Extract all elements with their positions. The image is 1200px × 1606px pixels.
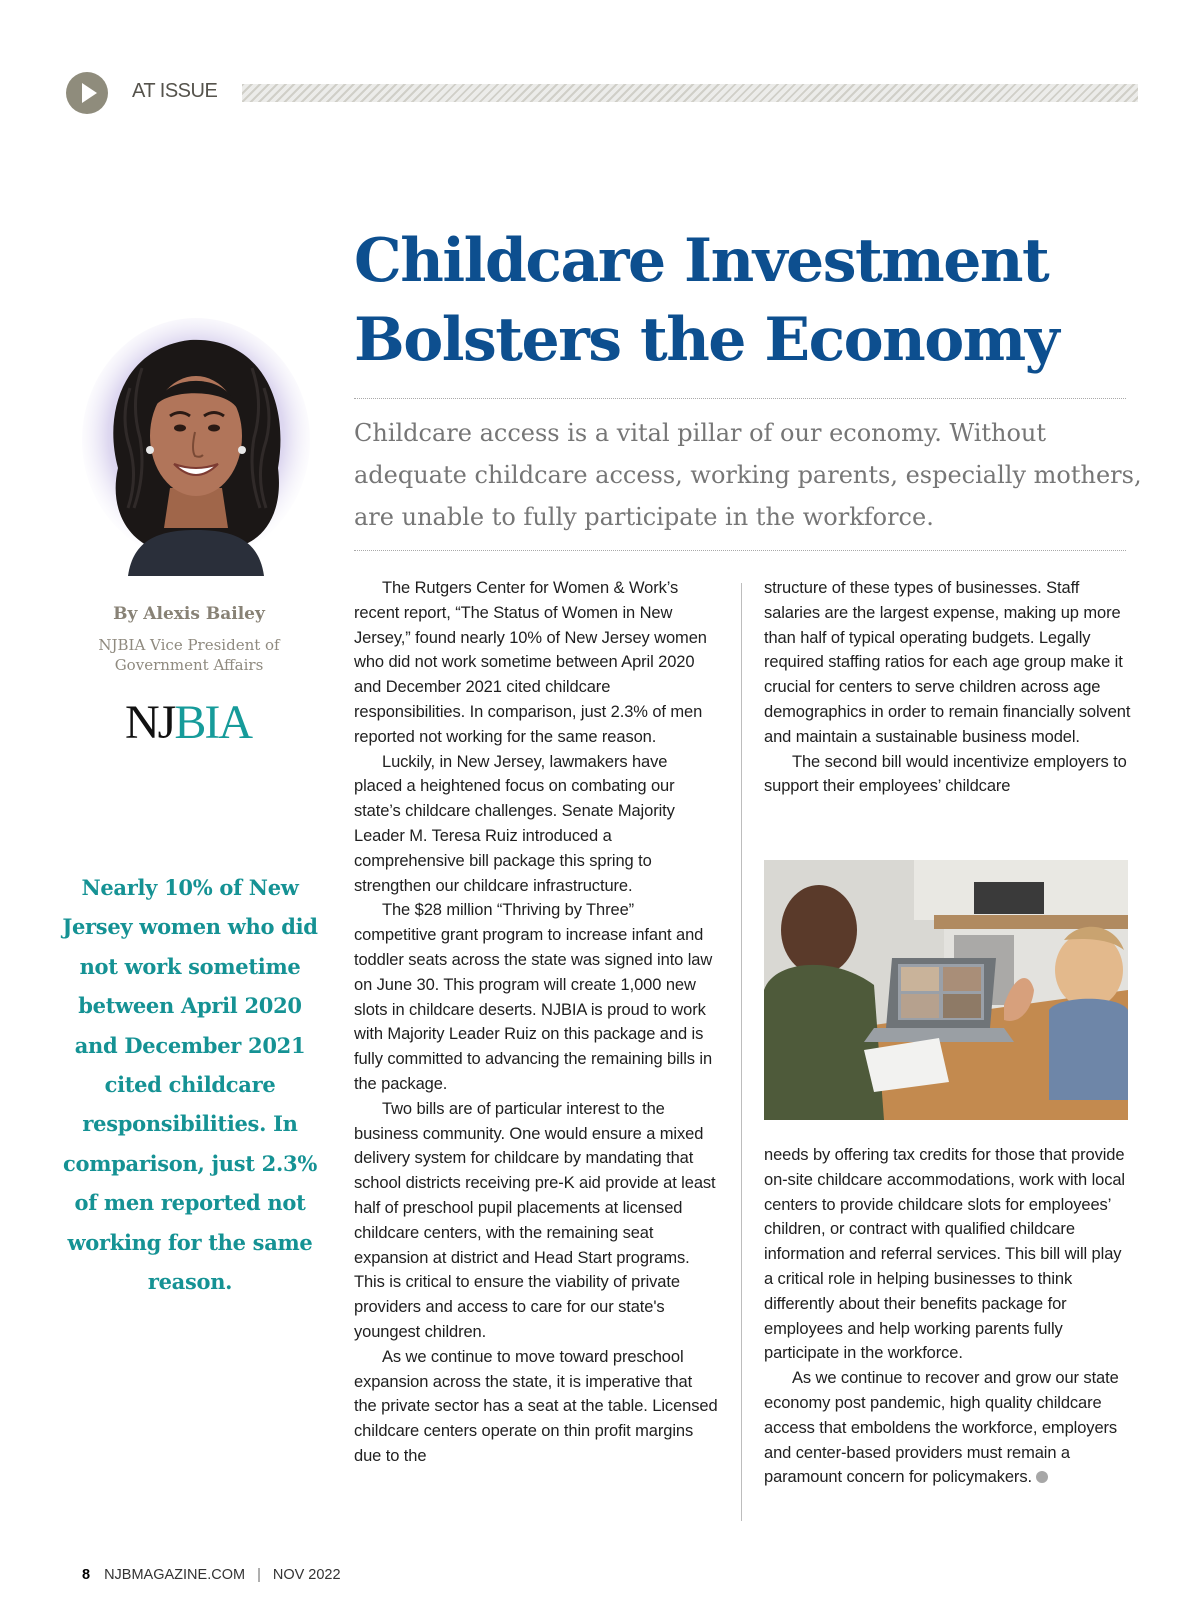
page-footer bbox=[82, 1567, 341, 1583]
page-number: 8 bbox=[82, 1567, 91, 1583]
article-deck: Childcare access is a vital pillar of our economy. Without adequate childcare access, working parents, especially mothers, are unable to fully participate in the workforce. bbox=[354, 419, 1142, 531]
paragraph: Two bills are of particular interest to the business community. One would ensure a mixed delivery system for childcare by mandating that school districts receiving pre-K aid provide at least half of preschool pupil placements at licensed childcare centers, with the remaining seat expansion at district and Head Start programs. This is critical to ensure the viability of private providers and access to care for our state's youngest children. bbox=[354, 1099, 716, 1341]
njbia-logo bbox=[88, 698, 288, 748]
end-mark-icon bbox=[1036, 1471, 1048, 1483]
title-line-2: Bolsters the Economy bbox=[354, 305, 1059, 375]
author-byline: By Alexis Bailey bbox=[113, 604, 265, 624]
section-label: AT ISSUE bbox=[132, 80, 218, 102]
paragraph: structure of these types of businesses. Staff salaries are the largest expense, making up more than half of typical operating budgets. Legally required staffing ratios for each age group make it crucial for centers to serve children across age demographics in order to remain financially solvent and maintain a sustainable business model. bbox=[764, 579, 1131, 746]
pull-quote: Nearly 10% of New Jersey women who did not work sometime between April 2020 and December 2021 cited childcare responsibilities. In comparison, just 2.3% of men reported not working for the same reason. bbox=[62, 875, 318, 1295]
footer-issue: NOV 2022 bbox=[272, 1567, 341, 1583]
column-divider bbox=[741, 583, 742, 1521]
footer-separator: | bbox=[257, 1567, 261, 1583]
body-column-2-top bbox=[764, 576, 1132, 799]
paragraph: As we continue to move toward preschool expansion across the state, it is imperative that the private sector has a seat at the table. Licensed childcare centers operate on thin profit margins due to the bbox=[354, 1347, 718, 1465]
paragraph: The $28 million “Thriving by Three” competitive grant program to increase infant and toddler seats across the state was signed into law on June 30. This program will create 1,000 new slots in childcare deserts. NJBIA is proud to work with Majority Leader Ruiz on this package and is fully committed to advancing the remaining bills in the package. bbox=[354, 901, 713, 1093]
author-title: NJBIA Vice President of Government Affairs bbox=[98, 636, 280, 674]
paragraph: The second bill would incentivize employers to support their employees’ childcare bbox=[764, 752, 1127, 796]
title-line-1: Childcare Investment bbox=[354, 226, 1049, 296]
section-rule bbox=[242, 84, 1138, 102]
deck-rule-top bbox=[354, 398, 1126, 399]
paragraph: The Rutgers Center for Women & Work’s recent report, “The Status of Women in New Jersey,” found nearly 10% of New Jersey women who did not work sometime between April 2020 and December 2021 cited childcare responsibilities. In comparison, just 2.3% of men reported not working for the same reason. bbox=[354, 579, 707, 746]
body-column-1 bbox=[354, 576, 718, 1469]
paragraph bbox=[764, 1366, 1132, 1490]
play-arrow-icon bbox=[66, 72, 108, 114]
footer-site: NJBMAGAZINE.COM bbox=[104, 1567, 246, 1583]
article-photo bbox=[764, 860, 1128, 1120]
article-title bbox=[354, 222, 1154, 380]
deck-rule-bottom bbox=[354, 550, 1126, 551]
author-portrait bbox=[78, 318, 314, 576]
logo-bia: BIA bbox=[174, 696, 251, 749]
logo-nj: NJ bbox=[124, 696, 175, 749]
paragraph: Luckily, in New Jersey, lawmakers have placed a heightened focus on combating our state’s childcare challenges. Senate Majority Leader M. Teresa Ruiz introduced a comprehensive bill package this spring to strengthen our childcare infrastructure. bbox=[354, 752, 675, 895]
paragraph: needs by offering tax credits for those that provide on-site childcare accommodations, work with local centers to provide childcare slots for employees’ children, or contract with qualified childcare information and referral services. This bill will play a critical role in helping businesses to think differently about their benefits package for employees and help working parents fully participate in the workforce. bbox=[764, 1146, 1126, 1363]
body-column-2-bottom bbox=[764, 1143, 1132, 1490]
paragraph-text: As we continue to recover and grow our state economy post pandemic, high quality childcare access that emboldens the workforce, employers and center-based providers must remain a paramount concern for policymakers. bbox=[764, 1369, 1119, 1487]
